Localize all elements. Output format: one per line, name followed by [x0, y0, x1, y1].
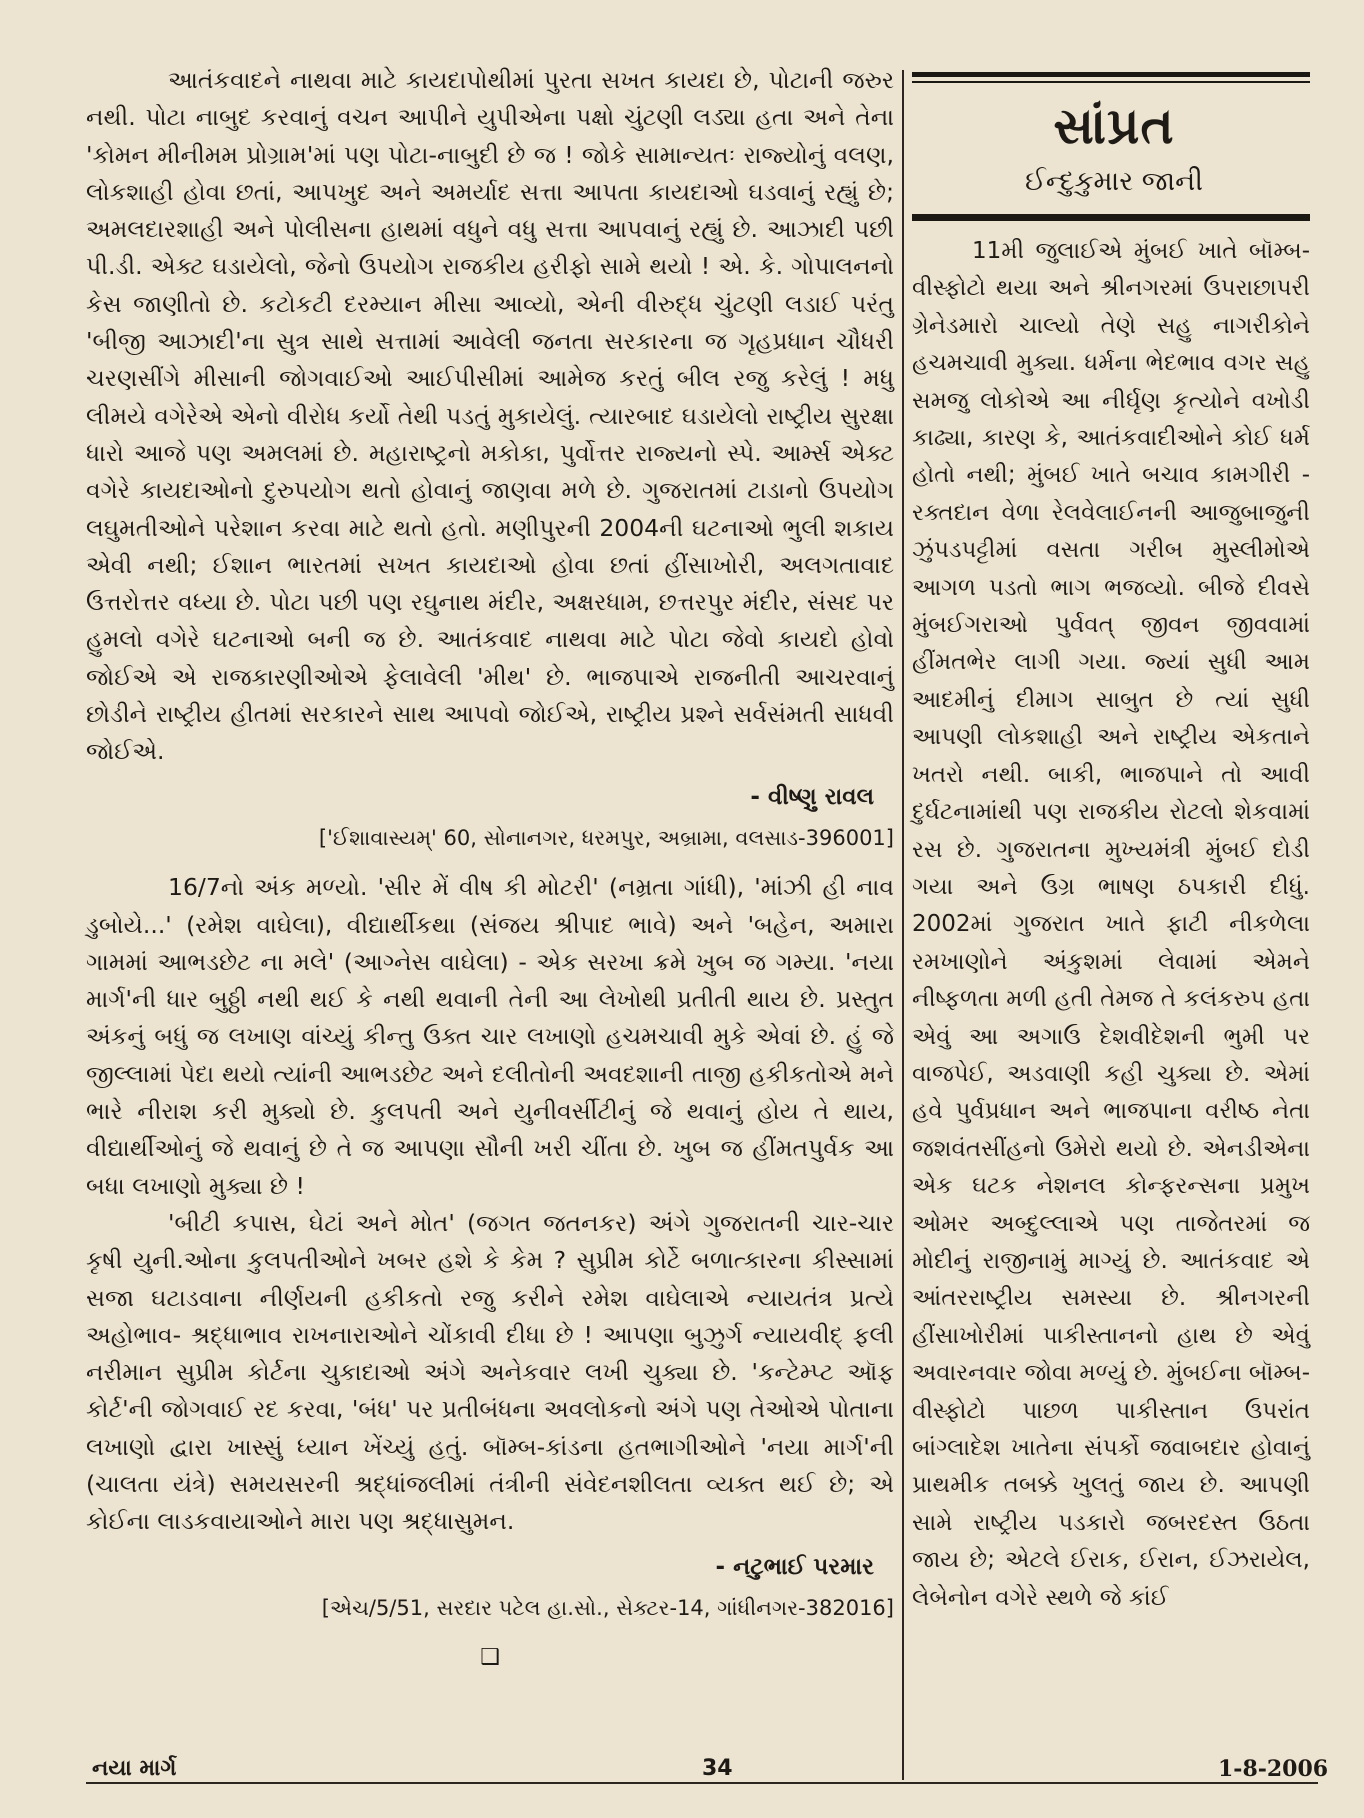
letter-paragraph-1: આતંકવાદને નાથવા માટે કાયદાપોથીમાં પુરતા સખત કાયદા છે, પોટાની જરુર નથી. પોટા નાબુદ કરવાનું વચન આપીને યુપીએના પક્ષો ચુંટણી લડ્યા હતા અને તેના 'કોમન મીનીમમ પ્રોગ્રામ'માં પણ પોટા-નાબુદી છે જ ! જોકે સામાન્યતઃ રાજ્યોનું વલણ, લોકશાહી હોવા છતાં, આપખુદ અને અમર્યાદ સત્તા આપતા કાયદાઓ ઘડવાનું રહ્યું છે; અમલદારશાહી અને પોલીસના હાથમાં વધુને વધુ સત્તા આપવાનું રહ્યું છે. આઝાદી પછી પી.ડી. એક્ટ ઘડાયેલો, જેનો ઉપયોગ રાજકીય હરીફો સામે થયો ! એ. કે. ગોપાલનનો કેસ જાણીતો છે. કટોકટી દરમ્યાન મીસા આવ્યો, એની વીરુદ્ધ ચુંટણી લડાઈ પરંતુ 'બીજી આઝાદી'ના સુત્ર સાથે સત્તામાં આવેલી જનતા સરકારના જ ગૃહપ્રધાન ચૌધરી ચરણસીંગે મીસાની જોગવાઈઓ આઈપીસીમાં આમેજ કરતું બીલ રજુ કરેલું ! મધુ લીમયે વગેરેએ એનો વીરોધ કર્યો તેથી પડતું મુકાયેલું. ત્યારબાદ ઘડાયેલો રાષ્ટ્રીય સુરક્ષા ધારો આજે પણ અમલમાં છે. મહારાષ્ટ્રનો મકોકા, પુર્વોત્તર રાજ્યનો સ્પે. આર્મ્સ એક્ટ વગેરે કાયદાઓનો દુરુપયોગ થતો હોવાનું જાણવા મળે છે. ગુજરાતમાં ટાડાનો ઉપયોગ લઘુમતીઓને પરેશાન કરવા માટે થતો હતો. મણીપુરની 2004ની ઘટનાઓ ભુલી શકાય એવી નથી; ઈશાન ભારતમાં સખત કાયદાઓ હોવા છતાં હીંસાખોરી, અલગતાવાદ ઉત્તરોત્તર વધ્યા છે. પોટા પછી પણ રઘુનાથ મંદીર, અક્ષરધામ, છત્તરપુર મંદીર, સંસદ પર હુમલો વગેરે ઘટનાઓ બની જ છે. આતંકવાદ નાથવા માટે પોટા જેવો કાયદો હોવો જોઈએ એ રાજકારણીઓએ ફેલાવેલી 'મીથ' છે. ભાજપાએ રાજનીતી આચરવાનું છોડીને રાષ્ટ્રીય હીતમાં સરકારને સાથ આપવો જોઈએ, રાષ્ટ્રીય પ્રશ્ને સર્વસંમતી સાધવી જોઈએ.	[86, 66, 894, 766]
column-top-rule-thin	[912, 81, 1310, 83]
footer-rule	[86, 1782, 1318, 1784]
letter-signature-2: - નટુભાઈ પરમાર	[715, 1553, 874, 1580]
end-mark-icon: ❑	[480, 1645, 500, 1671]
letter-address-1: ['ઈશાવાસ્યમ્' 60, સોનાનગર, ધરમપુર, અબ્રામા, વલસાડ-396001]	[318, 825, 894, 850]
author-rule-thick	[912, 216, 1310, 221]
column-body-text: 11મી જુલાઈએ મુંબઈ ખાતે બૉમ્બ-વીસ્ફોટો થયા અને શ્રીનગરમાં ઉપરાછાપરી ગ્રેનેડમારો ચાલ્યો તેણે સહુ નાગરીકોને હચમચાવી મુક્યા. ધર્મના ભેદભાવ વગર સહુ સમજુ લોકોએ આ નીર્ઘૃણ કૃત્યોને વખોડી કાઢ્યા, કારણ કે, આતંકવાદીઓને કોઈ ધર્મ હોતો નથી; મુંબઈ ખાતે બચાવ કામગીરી - રક્તદાન વેળા રેલવેલાઈનની આજુબાજુની ઝુંપડપટ્ટીમાં વસતા ગરીબ મુસ્લીમોએ આગળ પડતો ભાગ ભજવ્યો. બીજે દીવસે મુંબઈગરાઓ પુર્વવત્ જીવન જીવવામાં હીંમતભેર લાગી ગયા. જ્યાં સુધી આમ આદમીનું દીમાગ સાબુત છે ત્યાં સુધી આપણી લોકશાહી અને રાષ્ટ્રીય એકતાને ખતરો નથી. બાકી, ભાજપાને તો આવી દુર્ઘટનામાંથી પણ રાજકીય રોટલો શેકવામાં રસ છે. ગુજરાતના મુખ્યમંત્રી મુંબઈ દોડી ગયા અને ઉગ્ર ભાષણ ઠપકારી દીધું. 2002માં ગુજરાત ખાતે ફાટી નીકળેલા રમખાણોને અંકુશમાં લેવામાં એમને નીષ્ફળતા મળી હતી તેમજ તે કલંકરુપ હતા એવું આ અગાઉ દેશવીદેશની ભુમી પર વાજપેઈ, અડવાણી કહી ચુક્યા છે. એમાં હવે પુર્વપ્રધાન અને ભાજપાના વરીષ્ઠ નેતા જશવંતસીંહનો ઉમેરો થયો છે. એનડીએના એક ઘટક નેશનલ કોન્ફરન્સના પ્રમુખ ઓમર અબ્દુલ્લાએ પણ તાજેતરમાં જ મોદીનું રાજીનામું માગ્યું છે. આતંકવાદ એ આંતરરાષ્ટ્રીય સમસ્યા છે. શ્રીનગરની હીંસાખોરીમાં પાકીસ્તાનનો હાથ છે એવું અવારનવાર જોવા મળ્યું છે. મુંબઈના બૉમ્બ-વીસ્ફોટો પાછળ પાકીસ્તાન ઉપરાંત બાંગ્લાદેશ ખાતેના સંપર્કો જવાબદાર હોવાનું પ્રાથમીક તબક્કે ખુલતું જાય છે. આપણી સામે રાષ્ટ્રીય પડકારો જબરદસ્ત ઉઠતા જાય છે; એટલે ઈરાક, ઈરાન, ઈઝરાયેલ, લેબેનોન વગેરે સ્થળે જે કાંઈ	[912, 238, 1310, 1611]
samprat-column	[912, 72, 1316, 1617]
column-author: ઈન્દુકુમાર જાની	[1025, 166, 1203, 197]
letter-paragraph-3: 'બીટી કપાસ, ઘેટાં અને મોત' (જગત જતનકર) અંગે ગુજરાતની ચાર-ચાર કૃષી યુની.ઓના કુલપતીઓને ખબર હશે કે કેમ ? સુપ્રીમ કોર્ટે બળાત્કારના કીસ્સામાં સજા ઘટાડવાના નીર્ણયની હકીકતો રજુ કરીને રમેશ વાઘેલાએ ન્યાયતંત્ર પ્રત્યે અહોભાવ- શ્રદ્ધાભાવ રાખનારાઓને ચોંકાવી દીધા છે ! આપણા બુઝુર્ગ ન્યાયવીદ્ ફલી નરીમાન સુપ્રીમ કોર્ટના ચુકાદાઓ અંગે અનેકવાર લખી ચુક્યા છે. 'કન્ટેમ્પ્ટ ઑફ કોર્ટ'ની જોગવાઈ રદ કરવા, 'બંધ' પર પ્રતીબંધના અવલોકનો અંગે પણ તેઓએ પોતાના લખાણો દ્વારા ખાસ્સું ધ્યાન ખેંચ્યું હતું. બૉમ્બ-કાંડના હતભાગીઓને 'નયા માર્ગ'ની (ચાલતા યંત્રે) સમયસરની શ્રદ્ધાંજલીમાં તંત્રીની સંવેદનશીલતા વ્યક્ત થઈ છે; એ કોઈના લાડકવાયાઓને મારા પણ શ્રદ્ધાસુમન.	[86, 1208, 894, 1536]
column-body	[912, 233, 1316, 1617]
footer-page-number: 34	[702, 1756, 733, 1781]
letter-paragraph-2: 16/7નો અંક મળ્યો. 'સીર મેં વીષ કી મોટરી' (નમ્રતા ગાંધી), 'માંઝી હી નાવ ડુબોયે...' (રમેશ વાઘેલા), વીદ્યાર્થીકથા (સંજય શ્રીપાદ ભાવે) અને 'બહેન, અમારા ગામમાં આભડછેટ ના મલે' (આગ્નેસ વાઘેલા) - એક સરખા ક્રમે ખુબ જ ગમ્યા. 'નયા માર્ગ'ની ધાર બુઠ્ઠી નથી થઈ કે નથી થવાની તેની આ લેખોથી પ્રતીતી થાય છે. પ્રસ્તુત અંકનું બધું જ લખાણ વાંચ્યું કીન્તુ ઉક્ત ચાર લખાણો હચમચાવી મુકે એવાં છે. હું જે જીલ્લામાં પેદા થયો ત્યાંની આભડછેટ અને દલીતોની અવદશાની તાજી હકીકતોએ મને ભારે નીરાશ કરી મુક્યો છે. કુલપતી અને યુનીવર્સીટીનું જે થવાનું હોય તે થાય, વીદ્યાર્થીઓનું જે થવાનું છે તે જ આપણા સૌની ખરી ચીંતા છે. ખુબ જ હીંમતપુર્વક આ બધા લખાણો મુક્યા છે !	[86, 873, 894, 1200]
letter-signature-1: - વીષ્ણુ રાવલ	[750, 783, 874, 810]
letter-address-2: [એચ/5/51, સરદાર પટેલ હા.સો., સેક્ટર-14, ગાંધીનગર-382016]	[321, 1595, 894, 1620]
column-top-rule	[912, 72, 1310, 77]
column-title: સાંપ્રત	[1053, 97, 1175, 155]
footer-date: 1-8-2006	[1218, 1756, 1329, 1782]
letters-column	[86, 62, 894, 1676]
footer-publication: નયા માર્ગ	[92, 1756, 177, 1781]
column-divider	[902, 70, 904, 1780]
